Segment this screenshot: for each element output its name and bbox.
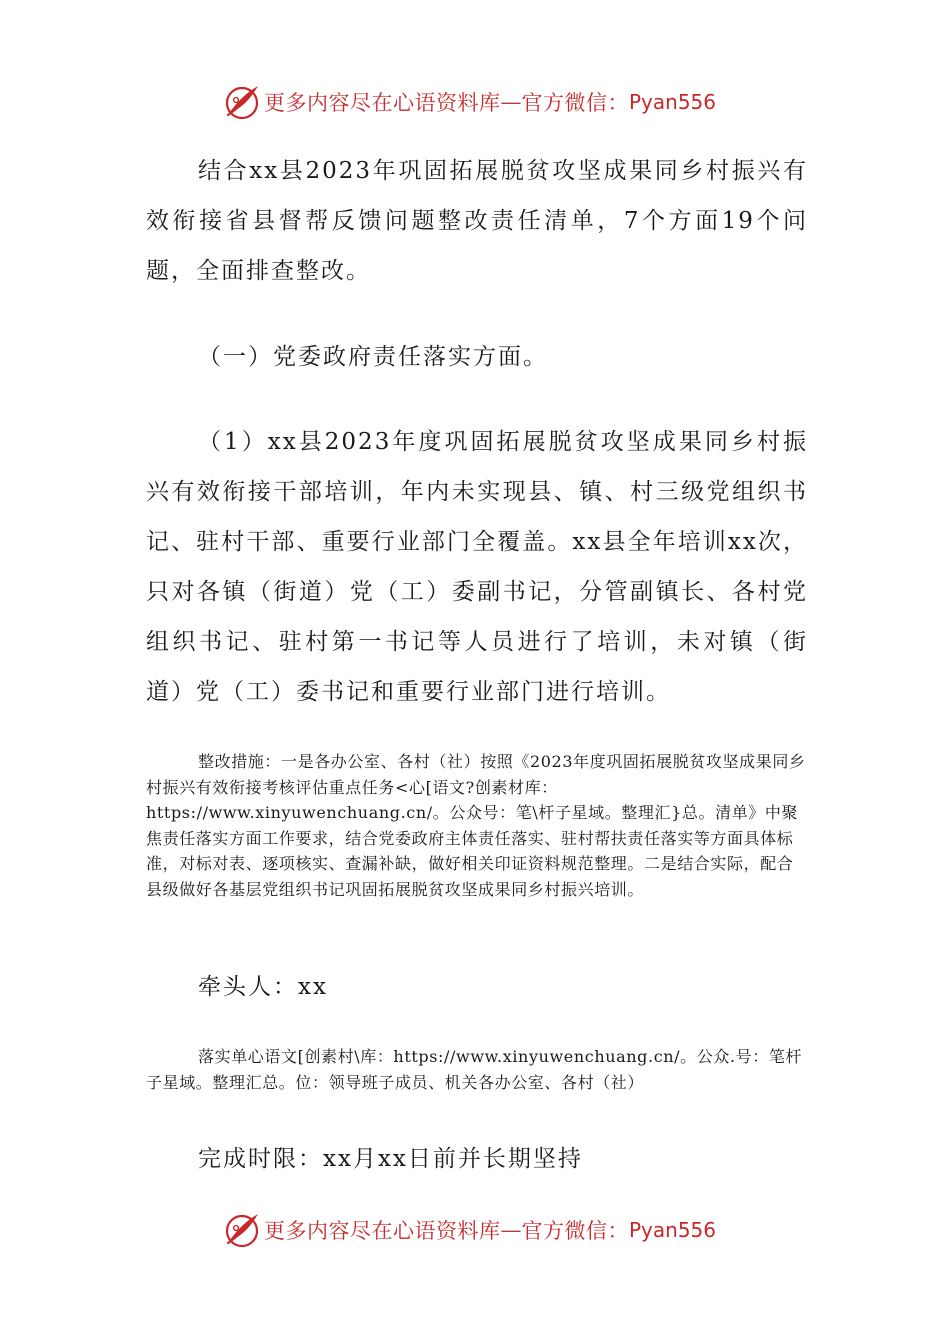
responsible-unit-paragraph: 落实单心语文[创素村\库：https://www.xinyuwenchuang.cn/。公众.号：笔杆子星域。整理汇总。位：领导班子成员、机关各办公室、各村（社） — [146, 1047, 803, 1092]
intro-paragraph: 结合xx县2023年巩固拓展脱贫攻坚成果同乡村振兴有效衔接省县督帮反馈问题整改责任清单，7个方面19个问题，全面排查整改。 — [146, 158, 808, 284]
lead-person: 牵头人：xx — [198, 974, 328, 1000]
quill-logo-icon — [222, 1210, 262, 1250]
banner-separator: — — [500, 90, 522, 114]
quill-logo-icon — [222, 82, 262, 122]
measures-paragraph: 整改措施：一是各办公室、各村（社）按照《2023年度巩固拓展脱贫攻坚成果同乡村振兴有效衔接考核评估重点任务<心[语文?创素材库：https://www.xinyuwenchuang.cn/。公众号：笔\杆子星域。整理汇}总。清单》中聚焦责任落实方面工作要求，结合党委政府主体责任落实、驻村帮扶责任落实等方面具体标准，对标对表、逐项核实、查漏补缺，做好相关印证资料规范整理。二是结合实际，配合县级做好各基层党组织书记巩固拓展脱贫攻坚成果同乡村振兴培训。 — [146, 752, 806, 899]
banner-wechat-id: Pyan556 — [629, 1218, 717, 1242]
banner-slogan: 更多内容尽在心语资料库 — [264, 1219, 501, 1243]
item-paragraph: （1）xx县2023年度巩固拓展脱贫攻坚成果同乡村振兴有效衔接干部培训，年内未实现县、镇、村三级党组织书记、驻村干部、重要行业部门全覆盖。xx县全年培训xx次，只对各镇（街道）党（工）委副书记，分管副镇长、各村党组织书记、驻村第一书记等人员进行了培训，未对镇（街道）党（工）委书记和重要行业部门进行培训。 — [146, 429, 808, 705]
banner-slogan: 更多内容尽在心语资料库 — [264, 91, 501, 115]
header-banner — [222, 82, 716, 122]
footer-banner — [222, 1210, 716, 1250]
deadline: 完成时限：xx月xx日前并长期坚持 — [198, 1146, 583, 1172]
banner-official-label: 官方微信： — [521, 91, 629, 115]
banner-official-label: 官方微信： — [521, 1219, 629, 1243]
section-heading: （一）党委政府责任落实方面。 — [198, 344, 548, 370]
banner-wechat-id: Pyan556 — [629, 90, 717, 114]
banner-separator: — — [500, 1218, 522, 1242]
